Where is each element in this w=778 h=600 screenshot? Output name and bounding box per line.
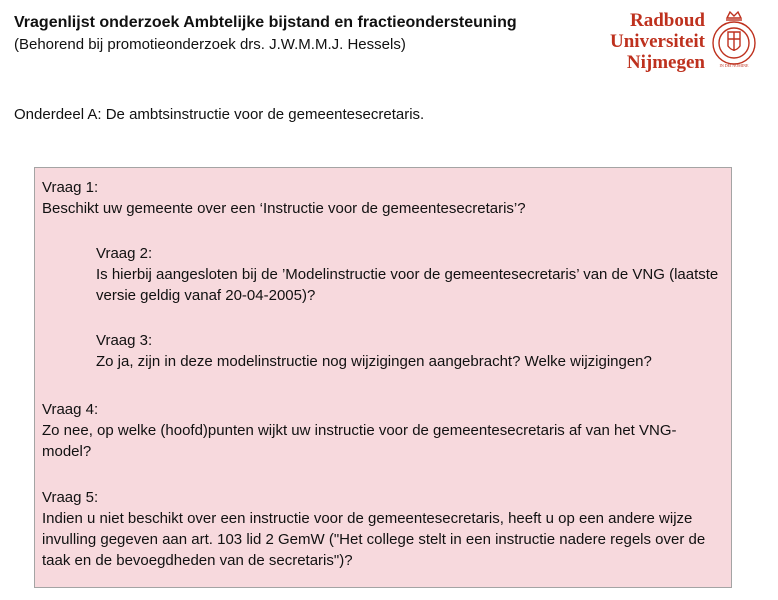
logo-line-nijmegen: Nijmegen <box>626 52 705 73</box>
logo-wordmark <box>610 10 705 73</box>
university-seal-icon <box>711 10 757 72</box>
question-2-label: Vraag 2: <box>96 245 153 262</box>
question-4-text: Zo nee, op welke (hoofd)punten wijkt uw instructie voor de gemeentesecretaris af van het VNG-model? <box>42 422 677 460</box>
document-title: Vragenlijst onderzoek Ambtelijke bijstand en fractieondersteuning <box>14 14 517 31</box>
svg-text:IN DEI NOMINE: IN DEI NOMINE <box>719 63 749 68</box>
question-5 <box>42 487 724 571</box>
question-3-text: Zo ja, zijn in deze modelinstructie nog wijzigingen aangebracht? Welke wijzigingen? <box>96 353 652 370</box>
question-4-label: Vraag 4: <box>42 401 99 418</box>
questions-box <box>34 167 732 588</box>
question-1-text: Beschikt uw gemeente over een ‘Instructie voor de gemeentesecretaris’? <box>42 200 526 217</box>
question-3 <box>96 330 726 372</box>
document-header <box>14 12 574 56</box>
radboud-logo <box>575 10 765 80</box>
logo-line-universiteit: Universiteit <box>610 31 705 52</box>
document-subtitle: (Behorend bij promotieonderzoek drs. J.W.M.M.J. Hessels) <box>14 36 406 53</box>
question-2 <box>96 243 726 306</box>
section-title: Onderdeel A: De ambtsinstructie voor de gemeentesecretaris. <box>14 106 425 123</box>
question-1-label: Vraag 1: <box>42 179 99 196</box>
question-5-text: Indien u niet beschikt over een instructie voor de gemeentesecretaris, heeft u op een andere wijze invulling gegeven aan art. 103 lid 2 GemW ("Het college stelt in een instructie nadere regels over de taak en de bevoegdheden van de secretaris")? <box>42 510 706 569</box>
question-1 <box>42 177 526 219</box>
question-3-label: Vraag 3: <box>96 332 153 349</box>
question-4 <box>42 399 724 462</box>
question-2-text: Is hierbij aangesloten bij de ’Modelinstructie voor de gemeentesecretaris’ van de VNG (laatste versie geldig vanaf 20-04-2005)? <box>96 266 719 304</box>
logo-line-radboud: Radboud <box>630 10 705 31</box>
question-5-label: Vraag 5: <box>42 489 99 506</box>
